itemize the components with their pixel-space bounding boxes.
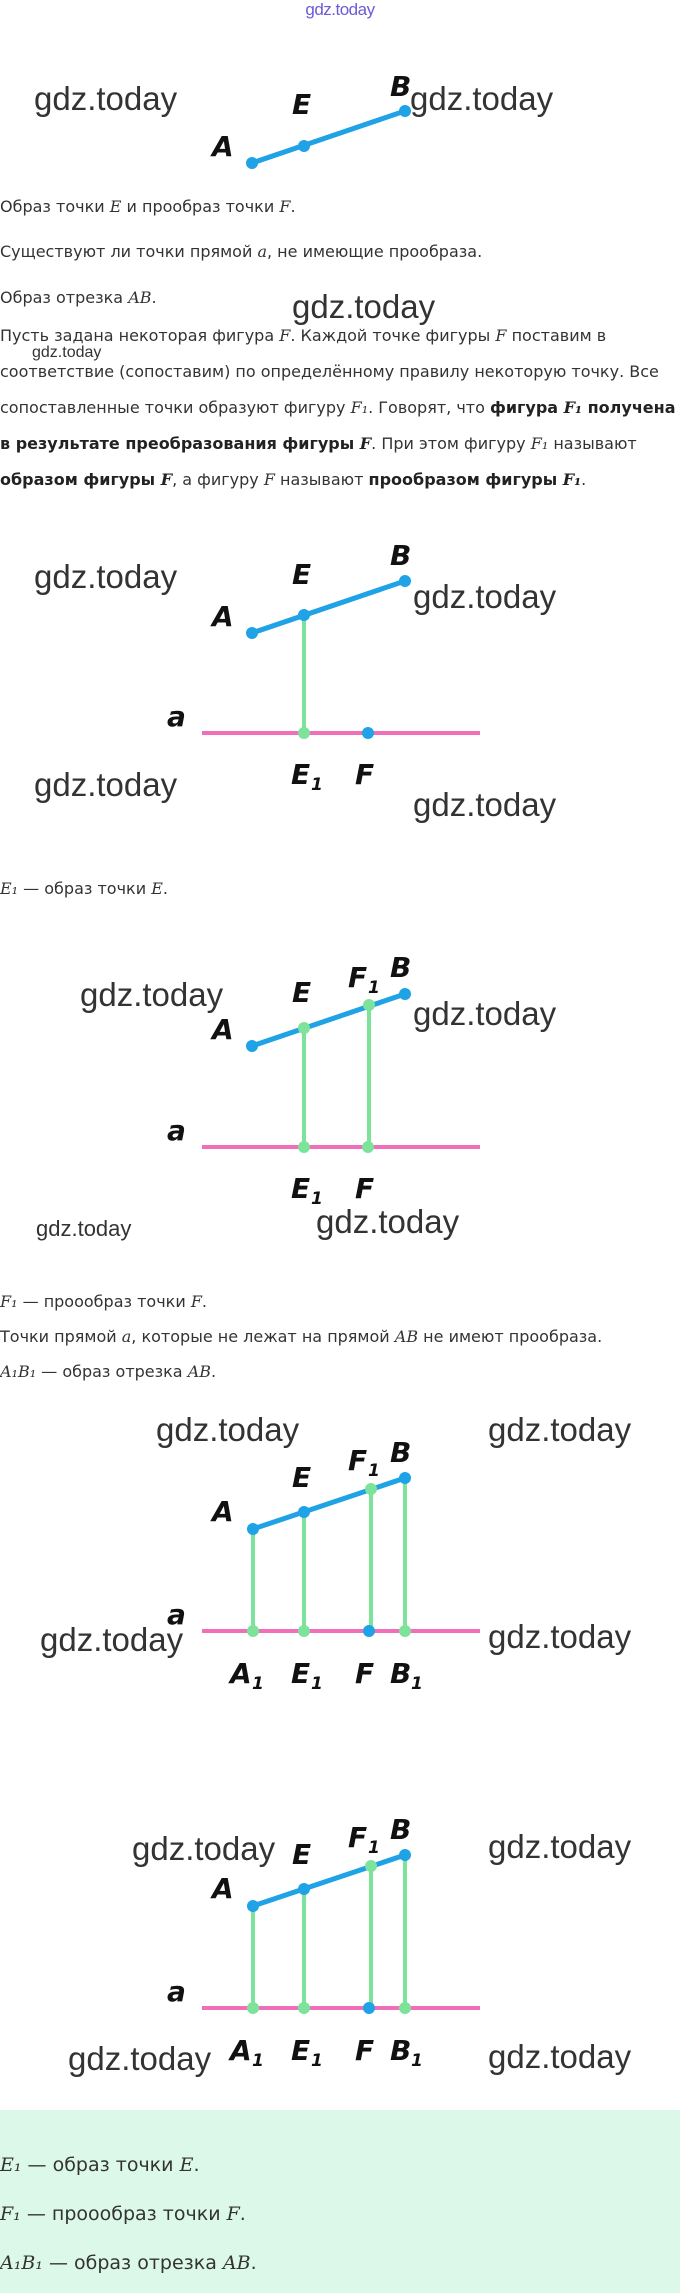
- point-label-a1: A: [230, 2034, 252, 2067]
- point-label-b1: B: [390, 1657, 412, 1690]
- subscript-1: 1: [411, 1674, 423, 1694]
- watermark: gdz.today: [410, 80, 554, 117]
- subscript-1: 1: [311, 1674, 323, 1694]
- subscript-1: 1: [411, 2051, 423, 2071]
- point-label-e1: E: [291, 1172, 311, 1205]
- point-label-b: B: [390, 1436, 412, 1469]
- watermark: gdz.today: [80, 976, 224, 1013]
- point-label-a: A: [212, 1872, 234, 1905]
- watermark: gdz.today: [34, 766, 178, 803]
- watermark: gdz.today: [68, 2040, 212, 2077]
- watermark: gdz.today: [316, 1203, 460, 1240]
- point-label-e: E: [292, 1838, 312, 1871]
- answer-e1-image: E₁ — образ точки E.: [0, 2154, 200, 2176]
- point-label-f: F: [355, 2034, 375, 2067]
- line-label-a: a: [167, 700, 186, 733]
- subscript-1: 1: [368, 978, 380, 998]
- subscript-1: 1: [311, 2051, 323, 2071]
- point-label-f: F: [355, 1172, 375, 1205]
- watermark: gdz.today: [40, 1621, 184, 1658]
- subscript-1: 1: [311, 1189, 323, 1209]
- watermark: gdz.today: [132, 1830, 276, 1867]
- subscript-1: 1: [252, 2051, 264, 2071]
- site-logo[interactable]: gdz.today: [305, 0, 375, 19]
- statement-f1-preimage: F₁ — проообраз точки F.: [0, 1292, 208, 1311]
- point-label-f: F: [355, 1657, 375, 1690]
- watermark: gdz.today: [34, 80, 178, 117]
- watermark: gdz.today: [488, 1828, 632, 1865]
- point-label-b1: B: [390, 2034, 412, 2067]
- point-label-e: E: [292, 558, 312, 591]
- point-label-f1: F: [348, 1444, 368, 1477]
- point-label-b: B: [390, 539, 412, 572]
- definition-paragraph: Пусть задана некоторая фигура F. Каждой точке фигуры F поставим в соответствие (сопоставим) по определённому правилу некоторую точку. Все сопоставленные точки образуют фигуру F₁. Говорят, что фигура F₁ получена в результате преобразования фигуры F. При этом фигуру F₁ называют образом фигуры F, а фигуру F называют прообразом фигуры F₁.: [0, 326, 676, 489]
- watermark: gdz.today: [413, 786, 557, 823]
- question-image-segment: Образ отрезка AB.: [0, 288, 157, 307]
- line-label-a: a: [167, 1975, 186, 2008]
- point-label-e1: E: [291, 2034, 311, 2067]
- point-label-f1: F: [348, 1821, 368, 1854]
- watermark: gdz.today: [292, 288, 436, 325]
- point-label-b: B: [390, 951, 412, 984]
- point-label-e: E: [292, 88, 312, 121]
- answer-block: [0, 2110, 680, 2293]
- point-label-e1: E: [291, 758, 311, 791]
- watermark: gdz.today: [488, 1411, 632, 1448]
- question-image-preimage: Образ точки E и прообраз точки F.: [0, 197, 296, 216]
- point-label-a1: A: [230, 1657, 252, 1690]
- watermark: gdz.today: [488, 1618, 632, 1655]
- watermark: gdz.today: [32, 344, 102, 361]
- line-label-a: a: [167, 1114, 186, 1147]
- point-label-a: A: [212, 1495, 234, 1528]
- subscript-1: 1: [368, 1838, 380, 1858]
- statement-no-preimage: Точки прямой a, которые не лежат на прямой AB не имеют прообраза.: [0, 1327, 603, 1346]
- point-label-f1: F: [348, 961, 368, 994]
- subscript-1: 1: [311, 775, 323, 795]
- point-label-e: E: [292, 976, 312, 1009]
- watermark: gdz.today: [156, 1411, 300, 1448]
- subscript-1: 1: [368, 1461, 380, 1481]
- answer-f1-preimage: F₁ — проообраз точки F.: [0, 2203, 246, 2225]
- point-label-a: A: [212, 600, 234, 633]
- question-points-without-preimage: Существуют ли точки прямой a, не имеющие прообраза.: [0, 242, 483, 261]
- watermark: gdz.today: [34, 558, 178, 595]
- line-label-a: a: [167, 1598, 186, 1631]
- watermark: gdz.today: [36, 1216, 132, 1241]
- point-label-e: E: [292, 1461, 312, 1494]
- statement-e1-image: E₁ — образ точки E.: [0, 879, 168, 898]
- statement-a1b1-image: A₁B₁ — образ отрезка AB.: [0, 1362, 217, 1381]
- watermark: gdz.today: [413, 995, 557, 1032]
- answer-a1b1-image: A₁B₁ — образ отрезка AB.: [0, 2252, 257, 2274]
- point-label-e1: E: [291, 1657, 311, 1690]
- point-label-b: B: [390, 1813, 412, 1846]
- watermark: gdz.today: [413, 578, 557, 615]
- point-label-f: F: [355, 758, 375, 791]
- watermark: gdz.today: [488, 2038, 632, 2075]
- point-label-b: B: [390, 70, 412, 103]
- point-label-a: A: [212, 130, 234, 163]
- point-label-a: A: [212, 1013, 234, 1046]
- subscript-1: 1: [252, 1674, 264, 1694]
